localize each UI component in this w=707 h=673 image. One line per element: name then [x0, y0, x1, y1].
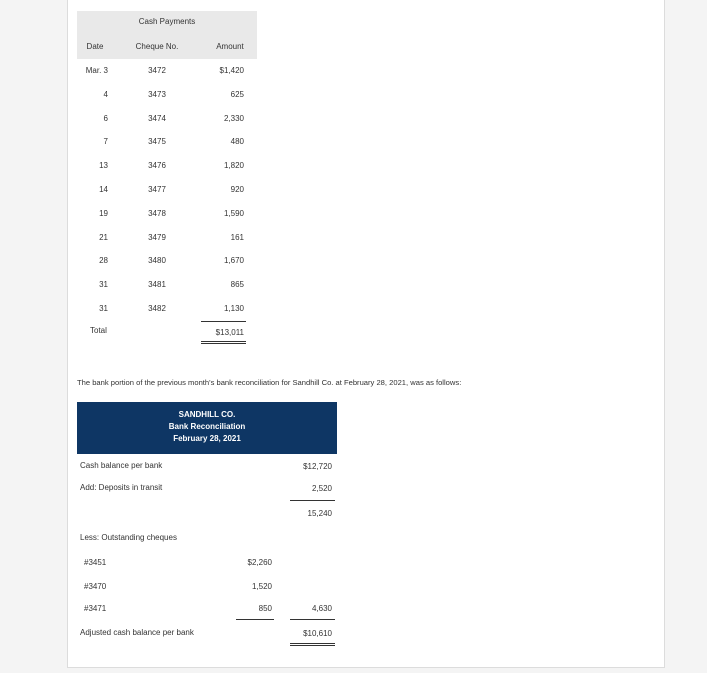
row-date: 21 — [99, 232, 108, 242]
row-cheque: 3473 — [148, 89, 166, 99]
row-date: 28 — [99, 256, 108, 266]
row-cheque: 3479 — [148, 232, 166, 242]
content-card — [67, 0, 665, 668]
row-amount: 480 — [230, 137, 244, 147]
row-date: 31 — [99, 304, 108, 313]
outstanding-rule — [290, 619, 335, 620]
cash-payments-title: Cash Payments — [138, 17, 196, 26]
cheque-number: #3451 — [84, 558, 107, 567]
adjusted-label: Adjusted cash balance per bank — [80, 628, 194, 637]
adjusted-double-rule — [290, 643, 335, 646]
row-amount: 920 — [230, 185, 244, 194]
total-rule — [201, 321, 246, 322]
adjusted-value: $10,610 — [303, 629, 332, 638]
column-header-cheque: Cheque No. — [135, 42, 179, 51]
deposits-value: 2,520 — [311, 484, 332, 493]
row-date: 19 — [99, 208, 108, 218]
row-cheque: 3481 — [148, 280, 166, 290]
row-amount: 1,670 — [223, 256, 244, 266]
row-date: Mar. 3 — [85, 66, 108, 75]
row-amount: 865 — [230, 280, 244, 290]
cheque-amount: 1,520 — [251, 582, 272, 591]
row-cheque: 3476 — [148, 161, 166, 171]
row-amount: $1,420 — [219, 66, 244, 75]
reconciliation-title: Bank Reconciliation — [168, 422, 246, 431]
column-header-amount: Amount — [216, 42, 244, 51]
cash-balance-value: $12,720 — [303, 462, 332, 471]
reconciliation-date: February 28, 2021 — [173, 434, 241, 443]
cheques-rule — [236, 619, 274, 620]
total-amount: $13,011 — [215, 328, 244, 337]
intro-text: The bank portion of the previous month's bank reconciliation for Sandhill Co. at February 28, 2021, was as follows: — [77, 378, 462, 387]
column-header-date: Date — [86, 42, 104, 51]
total-double-rule — [201, 341, 246, 344]
row-amount: 625 — [230, 89, 244, 99]
row-date: 13 — [99, 161, 108, 171]
row-cheque: 3480 — [148, 256, 166, 266]
cheque-amount: 850 — [258, 604, 272, 613]
row-date: 7 — [103, 137, 108, 147]
row-cheque: 3477 — [148, 185, 166, 194]
row-amount: 1,820 — [223, 161, 244, 171]
subtotal-value: 15,240 — [307, 509, 332, 518]
row-cheque: 3482 — [148, 304, 166, 313]
deposits-rule — [290, 500, 335, 501]
deposits-label: Add: Deposits in transit — [80, 483, 163, 492]
row-date: 6 — [103, 113, 108, 123]
row-date: 4 — [103, 89, 108, 99]
reconciliation-banner — [77, 402, 337, 454]
total-label: Total — [90, 326, 107, 335]
cash-balance-label: Cash balance per bank — [80, 461, 163, 470]
row-amount: 161 — [230, 232, 244, 242]
row-amount: 2,330 — [223, 113, 244, 123]
cheque-number: #3470 — [84, 582, 107, 591]
company-name: SANDHILL CO. — [178, 410, 236, 419]
row-cheque: 3474 — [148, 113, 166, 123]
row-date: 14 — [99, 185, 108, 194]
cheque-amount: $2,260 — [247, 558, 272, 567]
row-cheque: 3475 — [148, 137, 166, 147]
row-amount: 1,590 — [223, 208, 244, 218]
row-cheque: 3478 — [148, 208, 166, 218]
cheque-number: #3471 — [84, 604, 107, 613]
outstanding-label: Less: Outstanding cheques — [80, 533, 177, 542]
row-amount: 1,130 — [223, 304, 244, 313]
outstanding-total: 4,630 — [311, 604, 332, 613]
row-date: 31 — [99, 280, 108, 290]
row-cheque: 3472 — [148, 66, 166, 75]
